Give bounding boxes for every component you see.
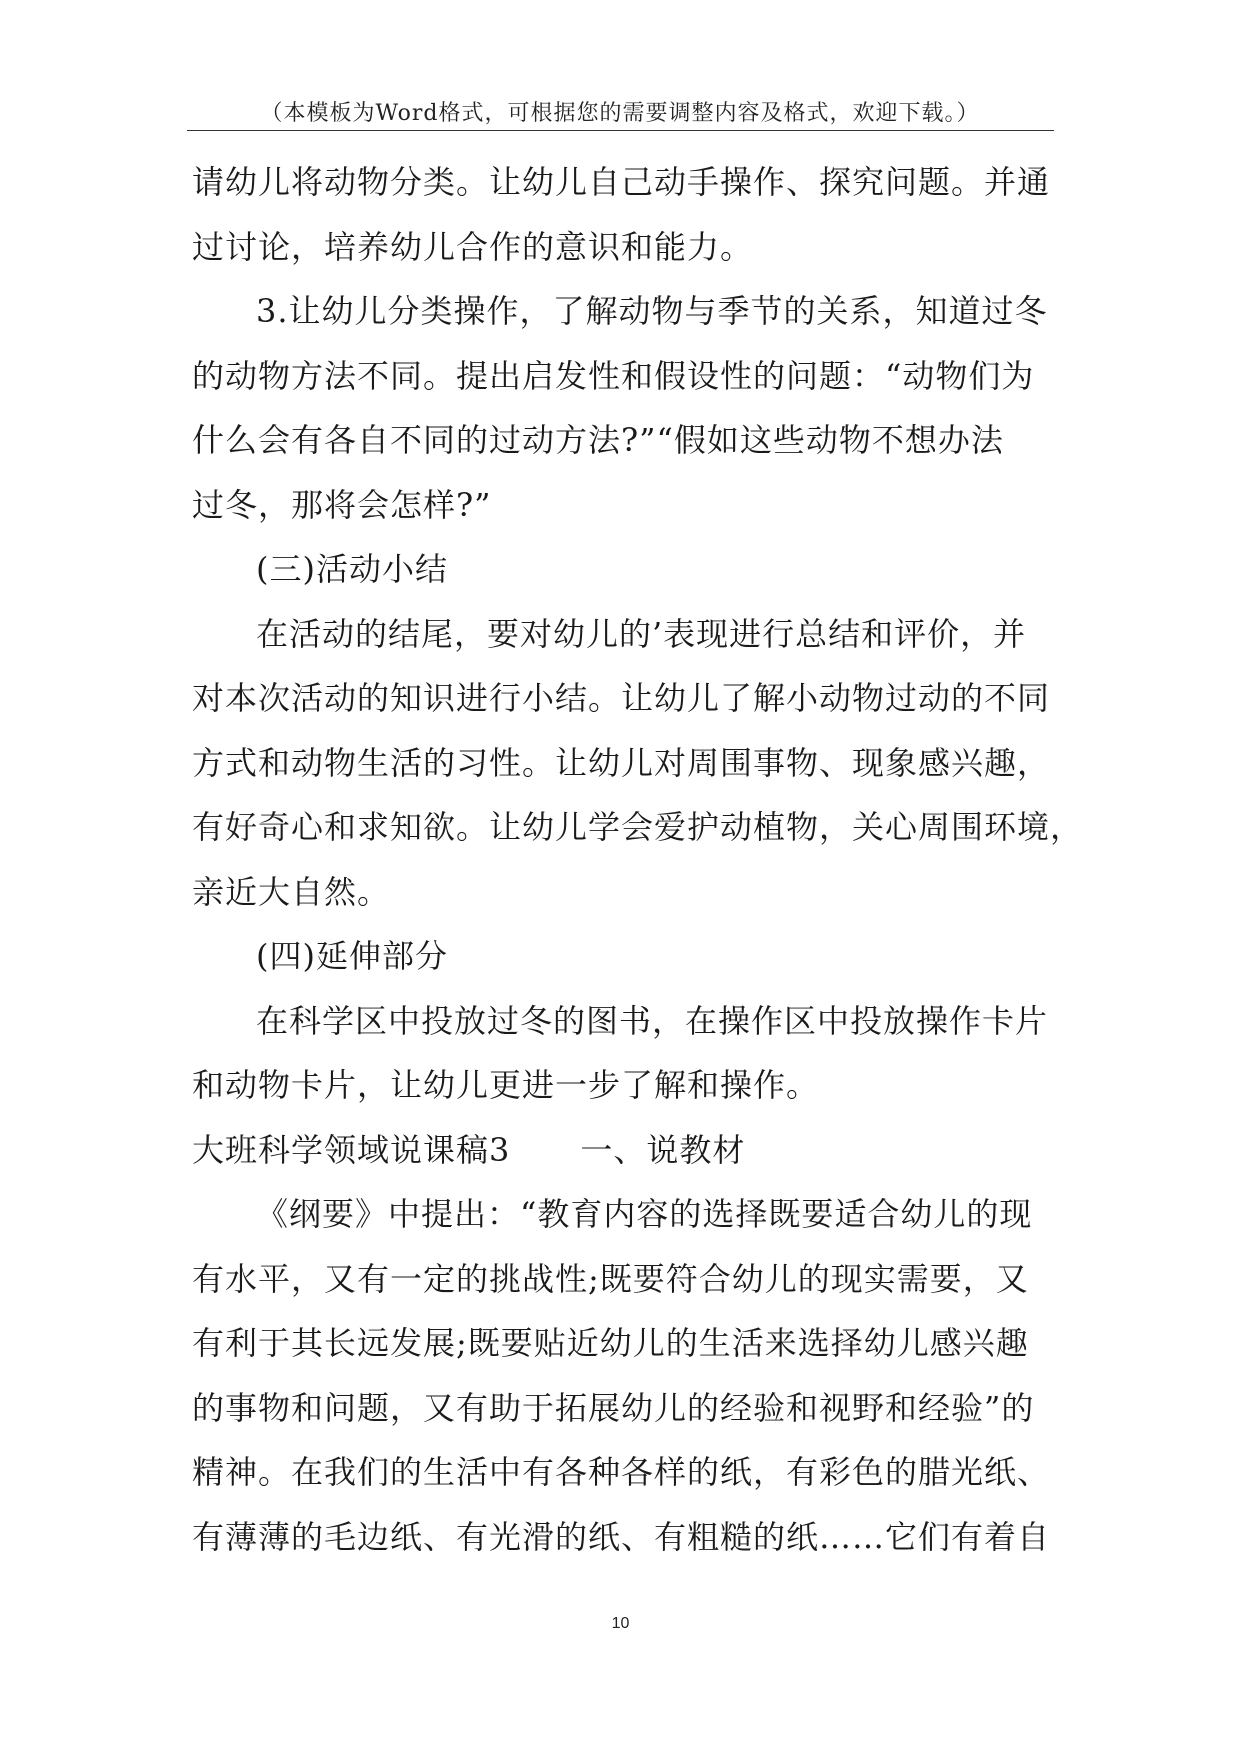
paragraph-line: 对本次活动的知识进行小结。让幼儿了解小动物过动的不同 [192, 679, 1051, 717]
paragraph-line: 有利于其长远发展;既要贴近幼儿的生活来选择幼儿感兴趣 [192, 1324, 1029, 1362]
paragraph-line: 方式和动物生活的习性。让幼儿对周围事物、现象感兴趣， [192, 743, 1051, 782]
section-subtitle: 一、说教材 [580, 1130, 746, 1169]
document-body [192, 150, 1084, 1569]
page-number: 10 [611, 1615, 630, 1632]
paragraph-line: 过冬，那将会怎样?” [192, 485, 492, 524]
header-divider [187, 130, 1054, 131]
paragraph-line: 请幼儿将动物分类。让幼儿自己动手操作、探究问题。并通 [192, 163, 1051, 201]
paragraph-line: 《纲要》中提出：“教育内容的选择既要适合幼儿的现 [256, 1195, 1033, 1233]
paragraph-line: 的事物和问题，又有助于拓展幼儿的经验和视野和经验”的 [192, 1388, 1035, 1427]
paragraph-line: 有薄薄的毛边纸、有光滑的纸、有粗糙的纸……它们有着自 [192, 1517, 1051, 1556]
template-note: （本模板为Word格式，可根据您的需要调整内容及格式，欢迎下载。） [260, 101, 980, 126]
paragraph-line: 有水平，又有一定的挑战性;既要符合幼儿的现实需要，又 [192, 1259, 1029, 1298]
section-title: 大班科学领域说课稿3 [192, 1130, 511, 1169]
paragraph-line: 精神。在我们的生活中有各种各样的纸，有彩色的腊光纸、 [192, 1453, 1051, 1491]
section-heading: (四)延伸部分 [256, 937, 448, 975]
document-section-title [192, 1118, 1052, 1183]
paragraph-line: 在科学区中投放过冬的图书，在操作区中投放操作卡片 [256, 1001, 1049, 1040]
paragraph-line: 3.让幼儿分类操作，了解动物与季节的关系，知道过冬 [256, 292, 1048, 330]
paragraph-line: 亲近大自然。 [192, 872, 391, 911]
paragraph-line: 有好奇心和求知欲。让幼儿学会爱护动植物，关心周围环境， [192, 808, 1084, 846]
paragraph-line: 在活动的结尾，要对幼儿的’表现进行总结和评价，并 [256, 614, 1027, 653]
paragraph-line: 过讨论，培养幼儿合作的意识和能力。 [192, 227, 754, 266]
paragraph-line: 和动物卡片，让幼儿更进一步了解和操作。 [192, 1066, 820, 1104]
paragraph-line: 什么会有各自不同的过动方法?”“假如这些动物不想办法 [192, 421, 1004, 459]
section-heading: (三)活动小结 [256, 550, 448, 588]
paragraph-line: 的动物方法不同。提出启发性和假设性的问题：“动物们为 [192, 356, 1035, 395]
